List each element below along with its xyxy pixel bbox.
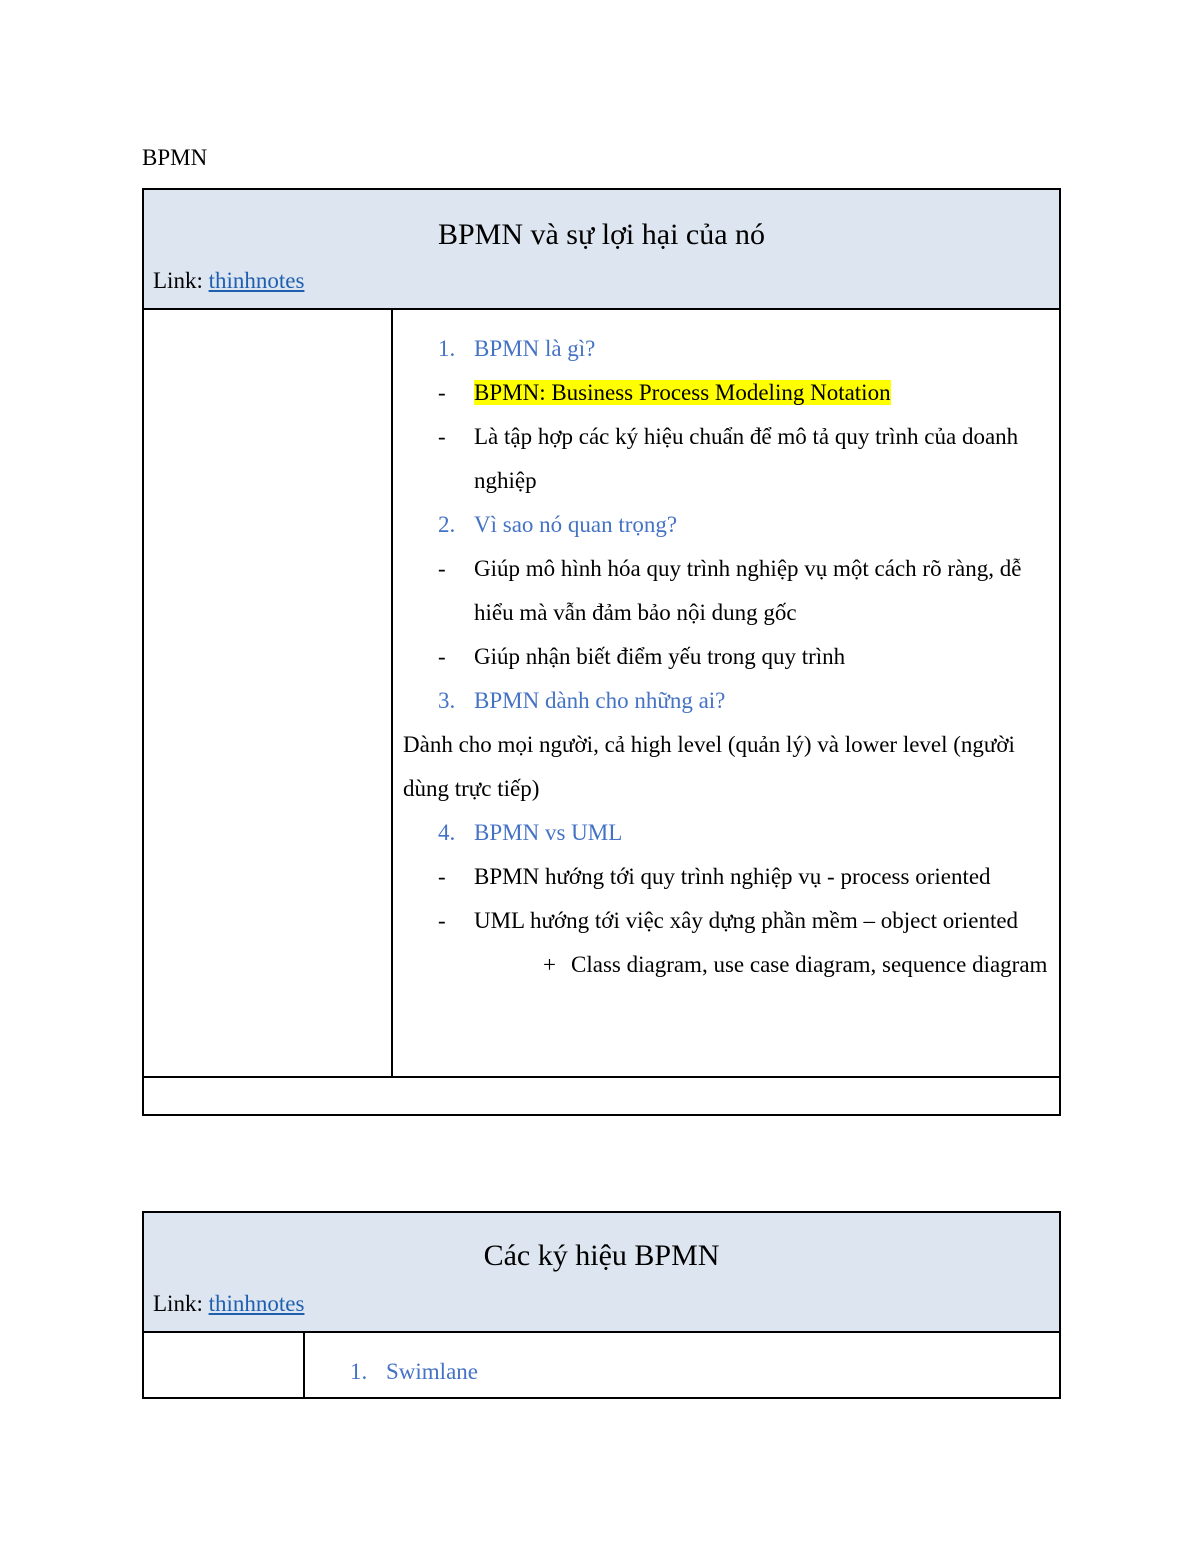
dash-marker: - <box>438 380 446 405</box>
section-heading <box>393 679 1059 723</box>
sub-bullet-item <box>393 943 1059 987</box>
dash-marker: - <box>438 908 446 933</box>
document-title: BPMN <box>142 145 208 170</box>
dash-marker: - <box>438 556 446 581</box>
bullet-item <box>393 547 1059 635</box>
plus-marker: + <box>543 952 556 977</box>
summary-cell[interactable] <box>143 1077 1060 1115</box>
section-heading-text: BPMN vs UML <box>474 820 623 845</box>
bullet-text: Giúp mô hình hóa quy trình nghiệp vụ một cách rõ ràng, dễ hiểu mà vẫn đảm bảo nội dung gốc <box>474 556 1022 625</box>
link-label: Link: <box>153 1291 209 1316</box>
bullet-text: BPMN hướng tới quy trình nghiệp vụ - process oriented <box>474 864 991 889</box>
bullet-text: Giúp nhận biết điểm yếu trong quy trình <box>474 644 846 669</box>
section-heading-text: Swimlane <box>386 1359 478 1384</box>
note-table-bpmn-symbols <box>142 1211 1061 1399</box>
link-line <box>144 1289 1059 1319</box>
table-heading: Các ký hiệu BPMN <box>483 1239 720 1272</box>
dash-marker: - <box>438 864 446 889</box>
table-header-row <box>143 1212 1060 1332</box>
link-label: Link: <box>153 268 209 293</box>
section-number: 1. <box>350 1359 368 1384</box>
notes-cell <box>304 1332 1060 1398</box>
table-heading: BPMN và sự lợi hại của nó <box>437 218 766 251</box>
link-line <box>144 266 1059 296</box>
paragraph: Dành cho mọi người, cả high level (quản lý) và lower level (người dùng trực tiếp) <box>403 732 1015 801</box>
section-number: 2. <box>438 512 456 537</box>
bullet-item <box>393 899 1059 943</box>
section-number: 4. <box>438 820 456 845</box>
table-summary-row <box>143 1077 1060 1115</box>
notes-cell <box>392 309 1060 1077</box>
bullet-text: UML hướng tới việc xây dựng phần mềm – object oriented <box>474 908 1019 933</box>
sub-bullet-text: Class diagram, use case diagram, sequence diagram <box>571 952 1048 977</box>
bullet-text: Là tập hợp các ký hiệu chuẩn để mô tả quy trình của doanh nghiệp <box>474 424 1019 493</box>
section-heading-text: BPMN dành cho những ai? <box>474 688 726 713</box>
dash-marker: - <box>438 424 446 449</box>
bullet-item <box>393 635 1059 679</box>
table-header-row <box>143 189 1060 309</box>
section-heading-text: BPMN là gì? <box>474 336 596 361</box>
bullet-item <box>393 371 1059 415</box>
table-content-row <box>143 1332 1060 1398</box>
left-cue-cell[interactable] <box>143 1332 304 1398</box>
thinhnotes-link[interactable]: thinhnotes <box>208 1291 305 1316</box>
section-number: 3. <box>438 688 456 713</box>
note-table-bpmn-intro <box>142 188 1061 1116</box>
header-cell <box>143 1212 1060 1332</box>
section-heading-text: Vì sao nó quan trọng? <box>474 512 678 537</box>
bullet-item <box>393 415 1059 503</box>
table-content-row <box>143 309 1060 1077</box>
header-cell <box>143 189 1060 309</box>
section-heading <box>393 327 1059 371</box>
bullet-item <box>393 855 1059 899</box>
section-heading <box>393 503 1059 547</box>
dash-marker: - <box>438 644 446 669</box>
left-cue-cell[interactable] <box>143 309 392 1077</box>
section-heading <box>305 1350 1059 1394</box>
section-heading <box>393 811 1059 855</box>
thinhnotes-link[interactable]: thinhnotes <box>208 268 305 293</box>
section-number: 1. <box>438 336 456 361</box>
highlighted-text: BPMN: Business Process Modeling Notation <box>474 380 891 405</box>
